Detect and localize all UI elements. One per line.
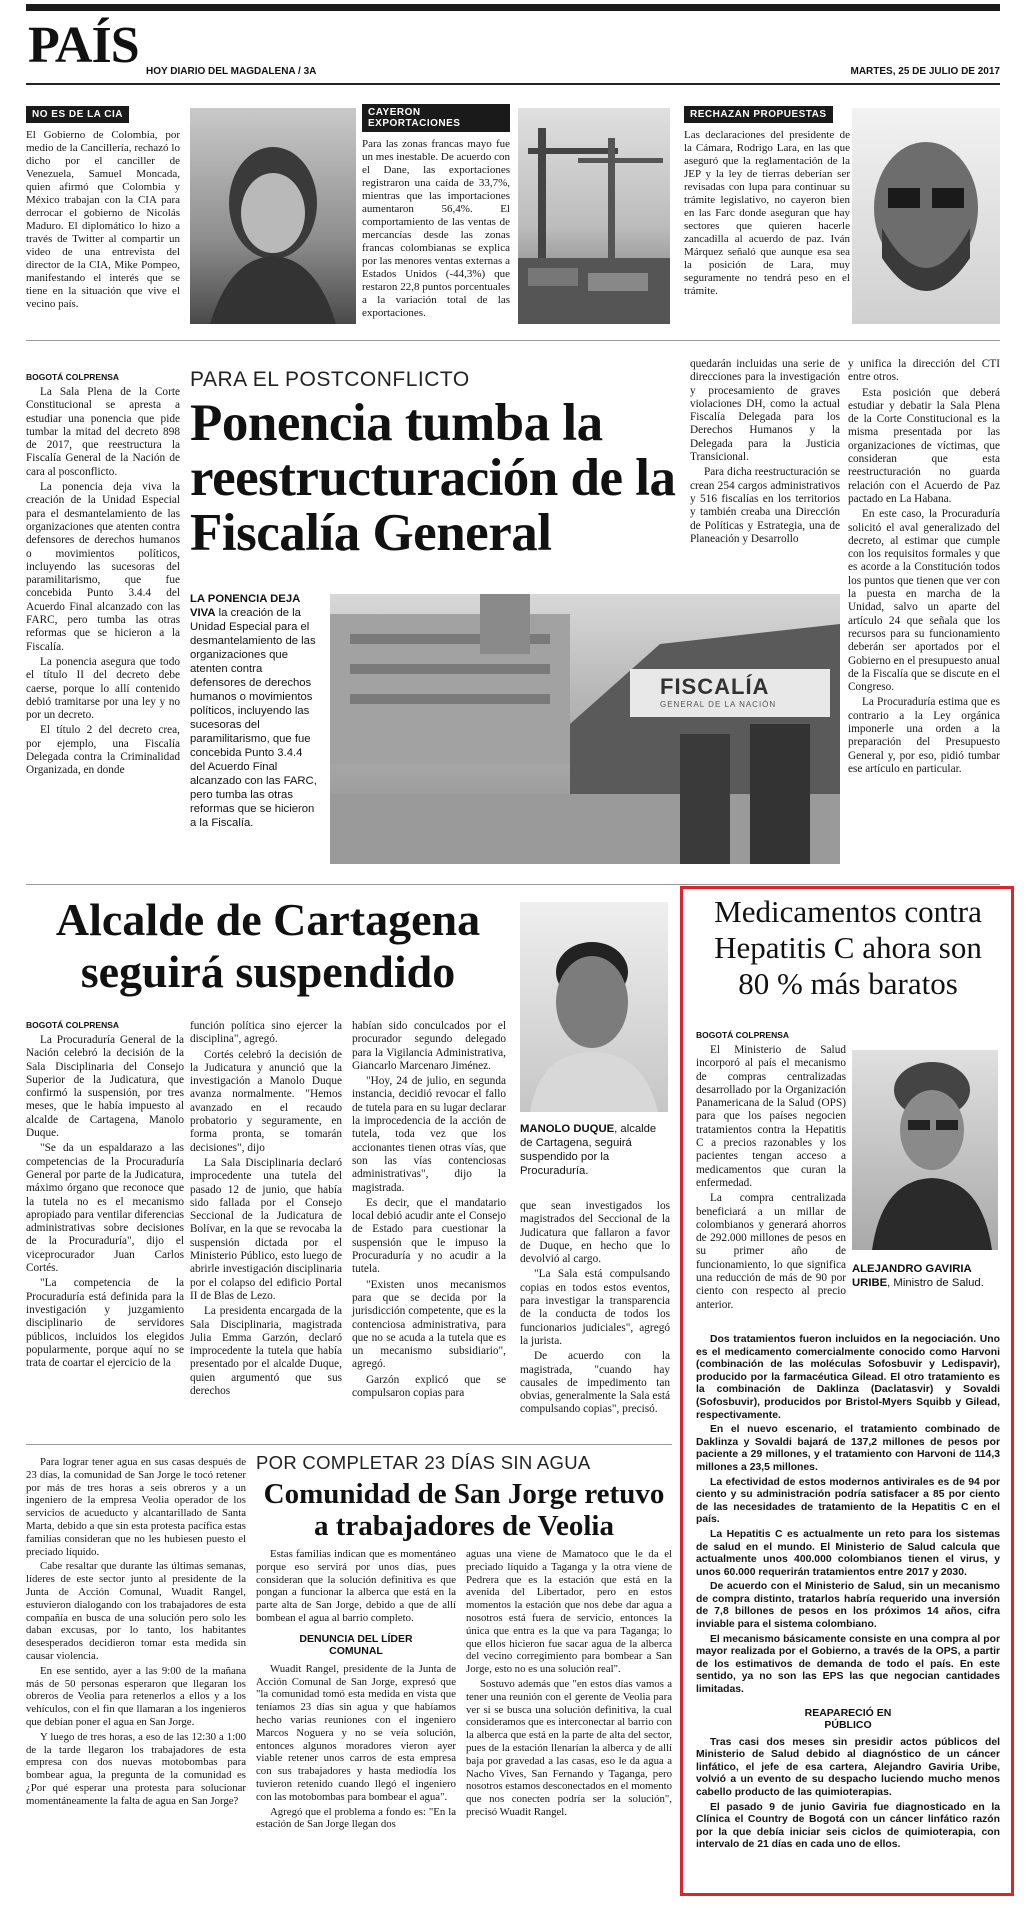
briefs-rule — [26, 340, 1000, 341]
brief-exports — [362, 104, 510, 320]
sign-main-text: FISCALÍA — [660, 674, 770, 699]
paragraph: En este caso, la Procuraduría solicitó el aval generalizado del decreto, al estimar que cumple con los requisitos formales y que es acorde a la Constitución todos los puntos que tienen que ver con la puesta en marcha de la Unidad, salvo un aparte del artículo 24 que señala que los recursos para su funcionamiento deberán ser aportados por el Gobierno en el presupuesto anual de la Fiscalía que se discute en el Congreso. — [848, 508, 1000, 694]
sanjorge-subhead: DENUNCIA DEL LÍDER COMUNAL — [299, 1632, 413, 1657]
paragraph: En ese sentido, ayer a las 9:00 de la mañana más de 50 personas esperaron que llegaran los obreros de Veolia para retenerlos a ellos y a los vehículos, con el fin que llamaran a los ingenieros que debían poner el agua en San Jorge. — [26, 1664, 246, 1728]
paragraph: El Ministerio de Salud incorporó al país el mecanismo de compras centralizadas desarrollado por la Organización Panamericana de la Salud (OPS) para que los países negocien tratamientos contra la Hepatitis C a precios razonables y los pacientes tengan acceso a medicamentos que curan la enfermedad. — [696, 1044, 846, 1189]
sanjorge-col2a-text — [256, 1548, 456, 1625]
hepatitis-photo-caption — [852, 1262, 998, 1290]
paragraph: "La competencia de la Procuraduría está definida para la investigación y juzgamiento disciplinario de servidores públicos, incluidos los elegidos popularmente, porque aquí no se trata de coartar el ejercicio de la — [26, 1277, 184, 1370]
paragraph: "Se da un espaldarazo a las competencias de la Procuraduría General por parte de la Judicatura, máximo órgano que reconoce que la tutela no es el mecanismo apropiado para ventilar diferencias administrativas sobre decisiones de la Procuraduría", dijo el viceprocurador Juan Carlos Cortés. — [26, 1142, 184, 1275]
paragraph: El mecanismo básicamente consiste en una compra al por mayor realizada por el Gobierno, a través de la OPS, a partir de los estimativos de demanda de todo el país. En este sentido, ya no son las EPS las que negocian cantidades limitadas. — [696, 1633, 1000, 1696]
fiscalia-headline: Ponencia tumba la reestructuración de la Fiscalía General — [190, 394, 676, 562]
paragraph: El pasado 9 de junio Gaviria fue diagnosticado en la Clínica el Country de Bogotá con un cáncer linfático razón por la que debía iniciar seis ciclos de quimioterapia, con intervalo de 21 días en cada uno de ellos. — [696, 1801, 1000, 1851]
brief-label: CAYERON EXPORTACIONES — [362, 104, 510, 132]
fiscalia-col4 — [848, 358, 1000, 778]
paragraph: aguas una viene de Mamatoco que le da el preciado líquido a Taganga y la otra viene de Pedrera que es la estación que está en la avenida del Libertador, pero en estos momentos la estación que nos debe dar agua a nosotros está fuera de servicio, entonces la única que entra es la que va para Taganga; lo que ellos hicieron fue sacar agua de la alberca del vecino corregimiento para bombear a San Jorge, esto no es una solución real". — [466, 1548, 672, 1676]
paragraph: y unifica la dirección del CTI entre otros. — [848, 358, 1000, 384]
hepatitis-tail-text — [696, 1737, 1000, 1852]
paragraph: Y luego de tres horas, a eso de las 12:30 a 1:00 de la tarde llegaron los trabajadores de esta empresa con dos nuevas motobombas para bombear agua, la pregunta de la comunidad es ¿Por qué esperar una protesta para solucionar momentáneamente la falta de agua en San Jorge? — [26, 1730, 246, 1807]
fiscalia-col4-text — [848, 358, 1000, 776]
portrait-man-glasses-image — [852, 108, 1000, 324]
photo-alejandro-gaviria — [852, 1050, 998, 1250]
fiscalia-col3-text — [690, 358, 840, 546]
caption-bold: MANOLO DUQUE — [520, 1123, 615, 1135]
photo-manolo-duque — [520, 902, 668, 1112]
paragraph: De acuerdo con el Ministerio de Salud, sin un mecanismo de compra distinto, tratarlos habría requerido una inversión de 7,8 billones de pesos en los próximos 14 años, cifra inviable para el sistema colombiano. — [696, 1581, 1000, 1631]
paragraph: Sostuvo además que "en estos días vamos a tener una reunión con el gerente de Veolia para ver si se busca una solución definitiva, la cual consideramos que es interconectar al barrio con la alberca que está en la parte de alta del sector, pues de la estación llenarían la alberca y de allí baja por gravedad a las casas, eso le da agua a Nacho Vives, San Fernando y Taganga, pero nosotros estamos desconectados en el momento que nos conecten podría ser la solución", precisó Wuadit Rangel. — [466, 1677, 672, 1818]
sanjorge-col3 — [466, 1548, 672, 1821]
cartagena-headline: Alcalde de Cartagena seguirá suspendido — [55, 894, 481, 997]
paragraph: Agregó que el problema a fondo es: "En la estación de San Jorge llegan dos — [256, 1805, 456, 1831]
byline: BOGOTÁ COLPRENSA — [26, 372, 120, 382]
brief-proposals — [684, 104, 850, 298]
sanjorge-col2b-text — [256, 1663, 456, 1831]
hepatitis-subhead: REAPARECIÓ EN PÚBLICO — [804, 1706, 892, 1731]
paragraph: La Sala Plena de la Corte Constitucional se apresta a estudiar una ponencia que pide tumbar la mitad del decreto 898 de 2017, que reestructura la Fiscalía General de la Nación de cara al posconflicto. — [26, 386, 180, 478]
cartagena-col2-text — [190, 1020, 342, 1398]
fiscalia-sign — [660, 674, 830, 709]
cartagena-col1 — [26, 1020, 184, 1372]
paper-name: HOY DIARIO DEL MAGDALENA / 3A — [146, 66, 317, 77]
paragraph: La Procuraduría estima que es contrario a la Ley orgánica imponerle una orden a la preparación del Presupuesto General y, por eso, pidió tumbar ese artículo en particular. — [848, 696, 1000, 775]
paragraph: En el nuevo escenario, el tratamiento combinado de Daklinza y Sovaldi bajará de 137,2 millones de pesos por paciente a 29 millones, y el tratamiento con Harvoni de 114,3 millones a 23,5 millones. — [696, 1424, 1000, 1473]
photo-ivan-marquez — [852, 108, 1000, 324]
paragraph: La compra centralizada beneficiará a un millar de colombianos y generará ahorros de 292.000 millones de pesos en su primer año de funcionamiento, lo que significa una reducción de más de 90 por ciento con respecto al precio anterior. — [696, 1192, 846, 1311]
section-rule-2 — [26, 1444, 672, 1445]
sanjorge-headline: Comunidad de San Jorge retuvo a trabajadores de Veolia — [263, 1478, 665, 1542]
caption-text: , alcalde de Cartagena, seguirá suspendido por la Procuraduría. — [520, 1123, 657, 1177]
paragraph: Esta posición que deberá estudiar y debatir la Sala Plena de la Corte Constitucional es la misma presentada por las organizaciones de víctimas, que consideran que esta reestructuración no guarda relación con el Acuerdo de Paz pactado en La Habana. — [848, 386, 1000, 505]
cartagena-col3-text — [352, 1020, 506, 1400]
port-cranes-image — [518, 108, 670, 324]
sanjorge-col1 — [26, 1456, 246, 1810]
photo-port-cranes — [518, 108, 670, 324]
paragraph: Es decir, que el mandatario local debió acudir ante el Consejo de Estado para cuestionar la suspensión que le impuso la Procuraduría y no acudir a la tutela. — [352, 1196, 506, 1276]
cartagena-photo-caption — [520, 1122, 670, 1178]
paragraph: La ponencia deja viva la creación de la Unidad Especial para el desmantelamiento de las organizaciones que atenten contra defensores de derechos humanos o movimientos políticos, incluyendo las sucesoras del paramilitarismo, que fue concebida Punto 3.4.4 del Acuerdo Final alcanzado con las FARC, pero tumba las otras reformas que se hicieron a la Fiscalía. — [26, 481, 180, 653]
brief-label: RECHAZAN PROPUESTAS — [684, 106, 833, 123]
brief-text: El Gobierno de Colombia, por medio de la Cancillería, rechazó lo dicho por el canciller de Venezuela, Samuel Moncada, quien afirmó que Colombia y México trabajan con la CIA para derrocar el gobierno de Nicolás Maduro. El diplomático lo hizo a través de Twitter al compartir un video de una entrevista del director de la CIA, Mike Pompeo, manifestando el interés que se tiene en la situación que vive el vecino país. — [26, 129, 180, 310]
hepatitis-headline: Medicamentos contra Hepatitis C ahora son 80 % más baratos — [714, 894, 982, 1001]
sanjorge-kicker: POR COMPLETAR 23 DÍAS SIN AGUA — [256, 1452, 591, 1473]
paragraph: que sean investigados los magistrados del Seccional de la Judicatura que fallaron a favor de Duque, en hecho que lo devolvió al cargo. — [520, 1200, 670, 1266]
paragraph: Para dicha reestructuración se crean 254 cargos administrativos y 516 fiscalías en los territorios y también creaba una Dirección de Políticas y Estrategia, una de Planeación y Desarrollo — [690, 466, 840, 545]
paragraph: De acuerdo con la magistrada, "cuando hay causales de impedimento tan obvias, generalmente la Sala está compulsando copias", precisó. — [520, 1350, 670, 1416]
paragraph: Garzón explicó que se compulsaron copias para — [352, 1373, 506, 1400]
photo-minister-holguin — [190, 108, 356, 324]
paragraph: La presidenta encargada de la Sala Disciplinaria, magistrada Julia Emma Garzón, declaró improcedente la tutela que había presentado por el alcalde Duque, quien argumentó que sus derechos — [190, 1305, 342, 1398]
paragraph: habían sido conculcados por el procurador segundo delegado para la Vigilancia Administrativa, Giancarlo Marcenaro Jiménez. — [352, 1020, 506, 1072]
sanjorge-col2 — [256, 1548, 456, 1833]
sanjorge-col3-text — [466, 1548, 672, 1819]
paragraph: Tras casi dos meses sin presidir actos públicos del Ministerio de Salud debido al diagnóstico de un cáncer linfático, el jefe de esa cartera, Alejandro Gaviria Uribe, volvió a un evento de su despacho luciendo mucho menos cabello producto de las quimioterapias. — [696, 1736, 1000, 1798]
portrait-man-cap-image — [852, 1050, 998, 1250]
paragraph: La Hepatitis C es actualmente un reto para los sistemas de salud en el mundo. El Ministerio de Salud calcula que actualmente unos 400.000 colombianos tienen el virus, y unos 60.000 requerirán tratamientos entre 2017 y 2030. — [696, 1528, 1000, 1578]
cartagena-col4 — [520, 1200, 670, 1419]
brief-cia — [26, 104, 180, 311]
paragraph: quedarán incluidas una serie de direcciones para la investigación y procesamiento de graves violaciones DH, como la actual Fiscalía Delegada para los Derechos Humanos y la Delegada para la Justicia Transicional. — [690, 358, 840, 464]
paragraph: Estas familias indican que es momentáneo porque eso servirá por unos días, pues consideran que la solución definitiva es que pongan a funcionar la alberca que está en la parte alta de San Jorge, debido a que de allí bombean el agua al barrio completo. — [256, 1548, 456, 1624]
sign-sub-text: GENERAL DE LA NACIÓN — [660, 700, 777, 709]
portrait-woman-image — [190, 108, 356, 324]
fiscalia-col1 — [26, 372, 180, 780]
paragraph: Wuadit Rangel, presidente de la Junta de Acción Comunal de San Jorge, expresó que "la comunidad tomó esta medida en vista que teníamos 23 días sin agua y que habíamos hecho varias reuniones con el ingeniero Marcos Noguera y no se veía solución, entonces algunos moradores vieron ayer viable retener unos carros de esta empresa con sus trabajadores y hasta mediodía los tuvieron retenido cuando llegó el ingeniero con las motobombas para bombear el agua". — [256, 1662, 456, 1803]
fiscalia-col3 — [690, 358, 840, 548]
hepatitis-body-text — [696, 1334, 1000, 1697]
masthead-rule — [26, 83, 1000, 85]
section-title: PAÍS — [28, 17, 139, 74]
caption-bold: LA PONENCIA DEJA VIVA — [190, 593, 300, 619]
fiscalia-col1-text — [26, 386, 180, 778]
caption-bold: ALEJANDRO GAVIRIA URIBE — [852, 1263, 972, 1289]
paragraph: función política sino ejercer la disciplina", agregó. — [190, 1020, 342, 1046]
paragraph: Cabe resaltar que durante las últimas semanas, líderes de este sector junto al presidente de la Junta de Acción Comunal, Wuadit Rangel, estuvieron dialogando con los trabajadores de esta compañía en busca de una solución pero solo les daban excusas, por lo tanto, los habitantes desesperados decidieron tomar esta medida sin causar violencia. — [26, 1560, 246, 1662]
paragraph: La ponencia asegura que todo el título II del decreto debe caerse, porque lo allí contenido debió tramitarse por una ley y no por un decreto. — [26, 655, 180, 722]
portrait-man-image — [520, 902, 668, 1112]
hepatitis-intro — [696, 1030, 846, 1314]
paragraph: Para lograr tener agua en sus casas después de 23 días, la comunidad de San Jorge le tocó retener por más de tres horas a seis obreros y a un ingeniero de la empresa Veolia operador de los servicios de acueducto y alcantarillado de Santa Marta, debido a que sin esta protesta pacífica estas familias consideran que no les hubiesen puesto el preciado líquido. — [26, 1456, 246, 1558]
byline: BOGOTÁ COLPRENSA — [26, 1020, 120, 1030]
hepatitis-body — [696, 1334, 1000, 1854]
paragraph: Cortés celebró la decisión de la Judicatura y anunció que la investigación a Manolo Duque avanza normalmente. "Hemos avanzado en el recaudo probatorio y seguramente, en forma pronta, se tomarán decisiones", dijo — [190, 1048, 342, 1154]
photo-fiscalia-building — [330, 594, 840, 864]
paragraph: "La Sala está compulsando copias en todos estos eventos, para investigar la transparencia de la conducta de todos los funcionarios judiciales", agregó la jurista. — [520, 1268, 670, 1347]
cartagena-col4-text — [520, 1200, 670, 1417]
paragraph: La efectividad de estos modernos antivirales es de 94 por ciento y su administración podría satisfacer a 85 por ciento de las necesidades de tratamiento de la Hepatitis C en el país. — [696, 1476, 1000, 1526]
brief-label: NO ES DE LA CIA — [26, 106, 129, 123]
paragraph: "Hoy, 24 de julio, en segunda instancia, decidió revocar el fallo de tutela para en su lugar declarar la improcedencia de la acción de tutela, toda vez que los accionantes tienen otras vías, que son las vías contenciosas administrativas", dijo la magistrada. — [352, 1075, 506, 1194]
byline: BOGOTÁ COLPRENSA — [696, 1030, 790, 1040]
top-rule — [26, 4, 1000, 11]
fiscalia-photo-caption — [190, 592, 320, 830]
cartagena-col3 — [352, 1020, 506, 1402]
issue-date: MARTES, 25 DE JULIO DE 2017 — [850, 66, 1000, 77]
brief-text: Para las zonas francas mayo fue un mes inestable. De acuerdo con el Dane, las exportaciones registraron una caída de 33,7%, mientras que las importaciones aumentaron 56,4%. El comportamiento de las ventas de mercancías desde las zonas francas colombianas se explica por las menores ventas externas a Estados Unidos (-44,3%) que restaron 22,8 puntos porcentuales a la variación total de las exportaciones. — [362, 138, 510, 319]
paragraph: La Sala Disciplinaria declaró improcedente una tutela del pasado 12 de junio, que había sido fallada por el Consejo Seccional de la Judicatura de Bolívar, en la que se revocaba la suspensión dictada por el Ministerio Público, esto luego de abrirle investigación disciplinaria por el colapso del edificio Portal II de Blas de Lezo. — [190, 1156, 342, 1302]
fiscalia-building-image — [330, 594, 840, 864]
hepatitis-intro-text — [696, 1044, 846, 1312]
paragraph: El título 2 del decreto crea, por ejemplo, una Fiscalía Delegada contra la Criminalidad Organizada, en donde — [26, 724, 180, 777]
cartagena-col1-text — [26, 1034, 184, 1370]
cartagena-col2 — [190, 1020, 342, 1400]
brief-text: Las declaraciones del presidente de la Cámara, Rodrigo Lara, en las que aseguró que la reglamentación de la JEP y la ley de tierras deberían ser revisadas con lupa para continuar su trámite legislativo, no cayeron bien en las Farc donde aseguran que hay sectores que quieren hacerle zancadilla al acuerdo de paz. Iván Márquez señaló que aunque esa sea la posición de Lara, muy seguramente no tendrá peso en el trámite. — [684, 129, 850, 297]
sanjorge-col1-text — [26, 1456, 246, 1808]
caption-text: , Ministro de Salud. — [887, 1277, 984, 1289]
fiscalia-kicker: PARA EL POSTCONFLICTO — [190, 368, 470, 391]
paragraph: "Existen unos mecanismos para que se decida por la jurisdicción competente, que es la contenciosa administrativa, para que no se acuda a la tutela que es un mecanismo subsidiario", agregó. — [352, 1278, 506, 1371]
section-rule — [26, 884, 1000, 885]
paragraph: La Procuraduría General de la Nación celebró la decisión de la Sala Disciplinaria del Consejo Superior de la Judicatura, que confirmó la suspensión, por tres meses, que le había impuesto al alcalde de Cartagena, Manolo Duque. — [26, 1034, 184, 1140]
caption-text: la creación de la Unidad Especial para el desmantelamiento de las organizaciones que atenten contra defensores de derechos humanos o movimientos políticos, incluyendo las sucesoras del paramilitarismo, que fue concebida Punto 3.4.4 del Acuerdo Final alcanzado con las FARC, pero tumba las otras reformas que se hicieron a la Fiscalía. — [190, 607, 317, 829]
paragraph: Dos tratamientos fueron incluidos en la negociación. Uno es el medicamento comercialmente conocido como Harvoni (combinación de las moléculas Sofosbuvir y Ledispavir), producido por la farmacéutica Gilead. El otro tratamiento es la combinación de Daklinza (Daclatasvir) y Sovaldi (Sofosbuvir), producidos por Bristol-Myers Squibb y Gilead, respectivamente. — [696, 1334, 1000, 1421]
